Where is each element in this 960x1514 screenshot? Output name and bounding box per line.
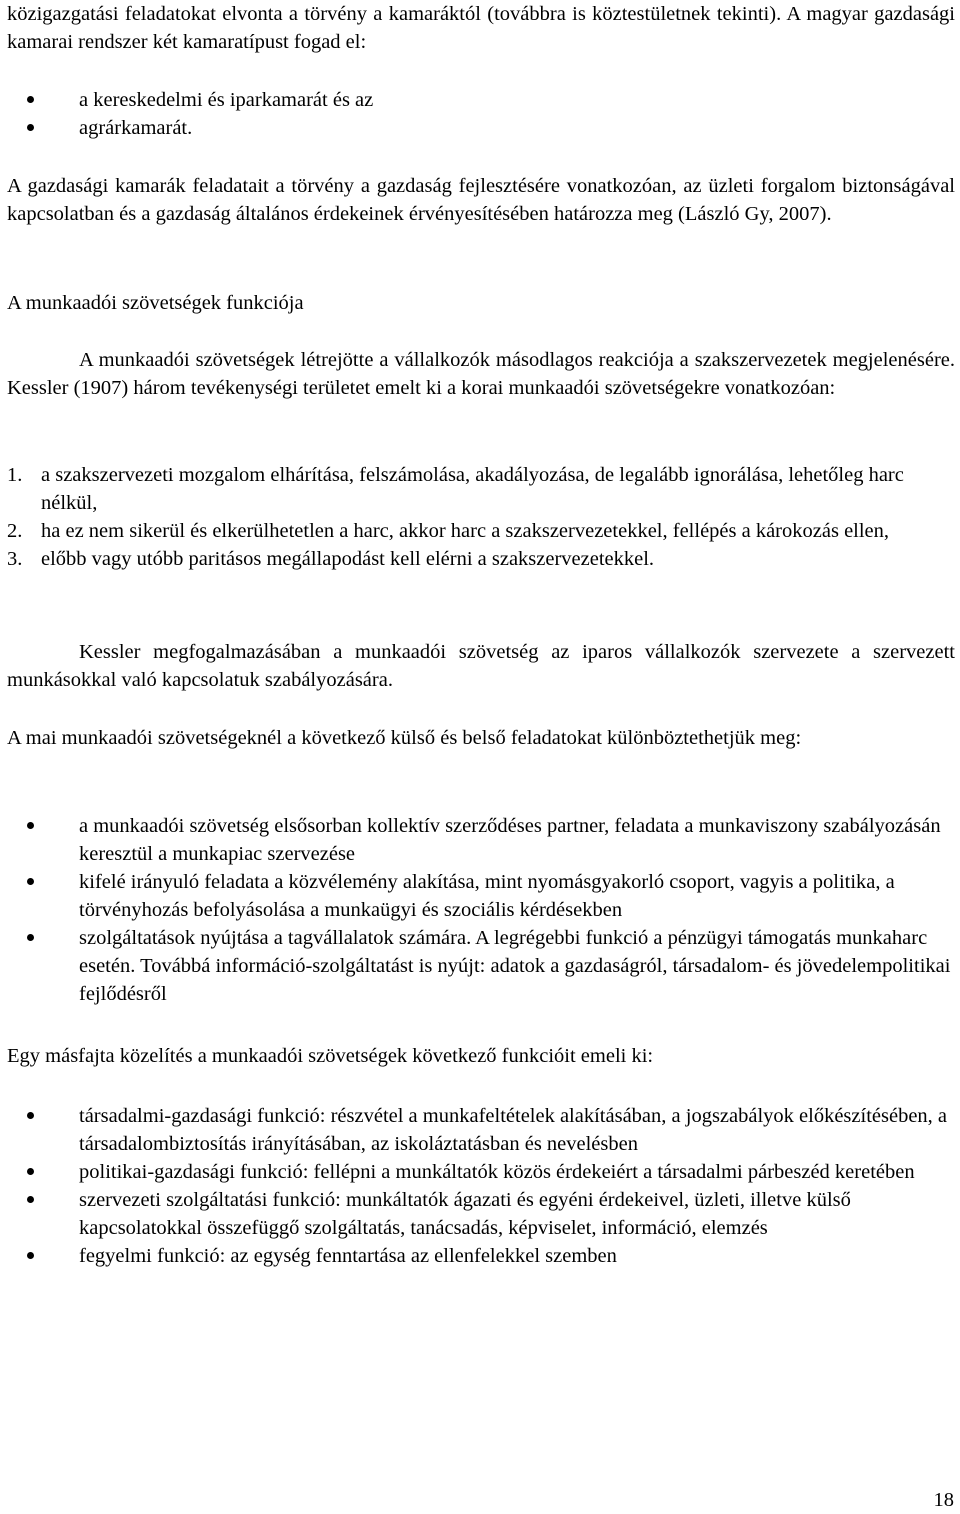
section-heading: A munkaadói szövetségek funkciója [7, 292, 304, 314]
bullet-icon [27, 124, 34, 131]
bullet-icon [27, 822, 34, 829]
paragraph-chamber-tasks: A gazdasági kamarák feladatait a törvény a gazdaság fejlesztésére vonatkozóan, az üzleti forgalom biztonságával kapcsolatban és a gazdaság általános érdekeinek érvényesítésében határozza meg (László Gy, 2007). [7, 175, 955, 225]
list-item: 2. ha ez nem sikerül és elkerülhetetlen a harc, akkor harc a szakszervezetekkel, fellépés a károkozás ellen, [7, 520, 890, 542]
list-item: 1. a szakszervezeti mozgalom elhárítása, felszámolása, akadályozása, de legalább ignorálása, lehetőleg harc nélkül, [7, 464, 904, 514]
paragraph-employers-associations: A munkaadói szövetségek létrejötte a vállalkozók másodlagos reakciója a szakszervezetek megjelenésére. Kessler (1907) három tevékenységi területet emelt ki a korai munkaadói szövetségekre vonatkozóan: [7, 349, 955, 399]
bullet-icon [27, 1112, 34, 1119]
bullet-icon [27, 1196, 34, 1203]
bullet-icon [27, 934, 34, 941]
paragraph-kessler-definition: Kessler megfogalmazásában a munkaadói szövetség az iparos vállalkozók szervezete a szervezett munkásokkal való kapcsolatuk szabályozására. [7, 641, 955, 691]
chamber-types-list [7, 86, 952, 142]
paragraph-chamber-intro: közigazgatási feladatokat elvonta a törvény a kamaráktól (továbbra is köztestületnek tekinti). A magyar gazdasági kamarai rendszer két kamaratípust fogad el: [7, 3, 955, 53]
list-item: politikai-gazdasági funkció: fellépni a munkáltatók közös érdekeiért a társadalmi párbeszéd keretében [7, 1158, 952, 1186]
bullet-icon [27, 1252, 34, 1259]
list-item: agrárkamarát. [7, 114, 952, 142]
bullet-icon [27, 96, 34, 103]
list-item: a kereskedelmi és iparkamarát és az [7, 86, 952, 114]
list-item: kifelé irányuló feladata a közvélemény alakítása, mint nyomásgyakorló csoport, vagyis a politika, a törvényhozás befolyásolása a munkaügyi és szociális kérdésekben [7, 868, 952, 924]
bullet-icon [27, 878, 34, 885]
functions-list [7, 1102, 952, 1270]
bullet-icon [27, 1168, 34, 1175]
page-number: 18 [933, 1489, 954, 1511]
list-item: fegyelmi funkció: az egység fenntartása az ellenfelekkel szemben [7, 1242, 952, 1270]
kessler-areas-list [7, 461, 952, 573]
current-tasks-list [7, 812, 952, 1008]
paragraph-other-approach: Egy másfajta közelítés a munkaadói szövetségek következő funkcióit emeli ki: [7, 1045, 654, 1067]
list-item: szervezeti szolgáltatási funkció: munkáltatók ágazati és egyéni érdekeivel, üzleti, illetve külső kapcsolatokkal összefüggő szolgáltatás, tanácsadás, képviselet, információ, elemzés [7, 1186, 952, 1242]
list-item: társadalmi-gazdasági funkció: részvétel a munkafeltételek alakításában, a jogszabályok előkészítésében, a társadalombiztosítás irányításában, az iskoláztatásban és nevelésben [7, 1102, 952, 1158]
list-item: a munkaadói szövetség elsősorban kollektív szerződéses partner, feladata a munkaviszony szabályozásán keresztül a munkapiac szervezése [7, 812, 952, 868]
list-item: 3. előbb vagy utóbb paritásos megállapodást kell elérni a szakszervezetekkel. [7, 548, 655, 570]
list-item: szolgáltatások nyújtása a tagvállalatok számára. A legrégebbi funkció a pénzügyi támogatás munkaharc esetén. Továbbá információ-szolgáltatást is nyújt: adatok a gazdaságról, társadalom- és jövedelempolitikai fejlődésről [7, 924, 952, 1008]
paragraph-current-tasks: A mai munkaadói szövetségeknél a következő külső és belső feladatokat különböztethetjük meg: [7, 727, 802, 749]
